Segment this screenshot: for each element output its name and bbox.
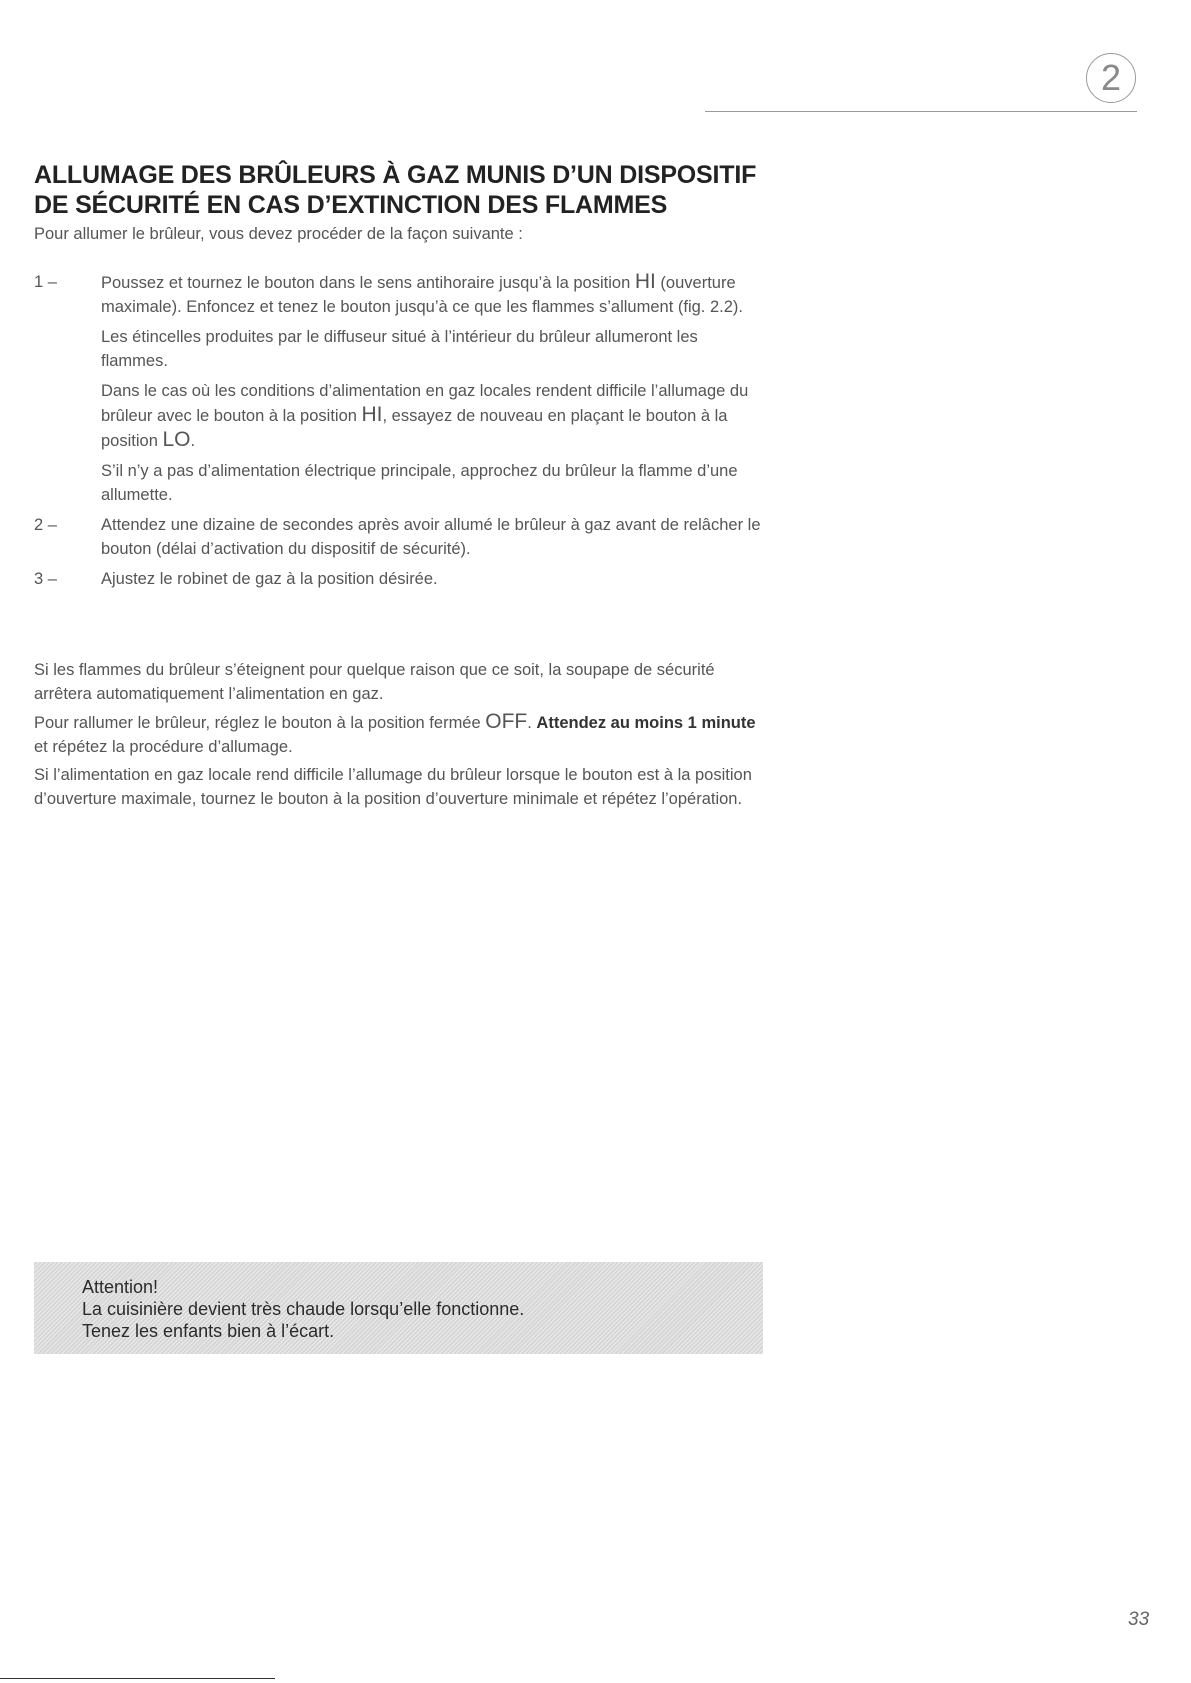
warning-box xyxy=(34,1262,763,1354)
step-text: , essayez de nouveau en plaçant le bouton à la position xyxy=(101,407,728,450)
section-title-line-1: ALLUMAGE DES BRÛLEURS À GAZ MUNIS D’UN DISPOSITIF xyxy=(34,161,757,189)
safety-text: et répétez la procédure d’allumage. xyxy=(34,738,293,756)
steps-list xyxy=(34,270,769,597)
step-paragraph: Ajustez le robinet de gaz à la position désirée. xyxy=(101,570,438,588)
step-paragraph xyxy=(101,270,769,319)
section-title-line-2: DE SÉCURITÉ EN CAS D’EXTINCTION DES FLAMMES xyxy=(34,191,668,219)
lo-label: LO xyxy=(162,428,191,451)
page-number: 33 xyxy=(1128,1609,1150,1630)
step-text: Poussez et tournez le bouton dans le sens antihoraire jusqu’à la position xyxy=(101,274,635,292)
step-paragraph xyxy=(101,379,769,453)
warning-line: La cuisinière devient très chaude lorsqu’elle fonctionne. xyxy=(82,1299,525,1319)
off-label: OFF xyxy=(485,710,528,733)
header-rule xyxy=(705,111,1137,112)
chapter-number-badge xyxy=(1086,53,1136,103)
step-item-3 xyxy=(34,567,769,591)
step-paragraph: S’il n’y a pas d’alimentation électrique principale, approchez du brûleur la flamme d’une allumette. xyxy=(101,462,738,504)
footer-rule xyxy=(0,1678,275,1679)
step-text: . xyxy=(190,432,196,450)
intro-paragraph: Pour allumer le brûleur, vous devez procéder de la façon suivante : xyxy=(34,225,523,243)
warning-line: Tenez les enfants bien à l’écart. xyxy=(82,1321,335,1341)
safety-emphasis: Attendez au moins 1 minute xyxy=(536,714,756,732)
step-item-1 xyxy=(34,270,769,507)
safety-section xyxy=(34,658,769,815)
chapter-number: 2 xyxy=(1100,57,1122,98)
step-paragraph: Attendez une dizaine de secondes après avoir allumé le brûleur à gaz avant de relâcher le bouton (délai d’activation du dispositif de sécurité). xyxy=(101,516,761,558)
safety-paragraph-3: Si l’alimentation en gaz locale rend difficile l’allumage du brûleur lorsque le bouton est à la position d’ouverture maximale, tournez le bouton à la position d’ouverture minimale et répétez l’opération. xyxy=(34,766,752,808)
step-item-2 xyxy=(34,513,769,561)
safety-text: Pour rallumer le brûleur, réglez le bouton à la position fermée xyxy=(34,714,486,732)
step-text: (ouverture maximale). Enfoncez et tenez le bouton jusqu’à ce que les flammes s’allument (fig. 2.2). xyxy=(101,274,743,316)
hi-label: HI xyxy=(634,270,656,293)
safety-paragraph-1: Si les flammes du brûleur s’éteignent pour quelque raison que ce soit, la soupape de sécurité arrêtera automatiquement l’alimentation en gaz. xyxy=(34,661,715,703)
step-number: 2 – xyxy=(34,516,57,534)
safety-paragraph-2 xyxy=(34,710,769,759)
safety-text: . xyxy=(527,714,537,732)
step-paragraph: Les étincelles produites par le diffuseur situé à l’intérieur du brûleur allumeront les flammes. xyxy=(101,328,698,370)
section-title xyxy=(34,160,854,220)
warning-heading: Attention! xyxy=(82,1277,159,1297)
step-number: 1 – xyxy=(34,273,57,291)
step-number: 3 – xyxy=(34,570,57,588)
hi-label: HI xyxy=(361,403,383,426)
step-text: Dans le cas où les conditions d’alimentation en gaz locales rendent difficile l’allumage du brûleur avec le bouton à la position xyxy=(101,382,749,425)
